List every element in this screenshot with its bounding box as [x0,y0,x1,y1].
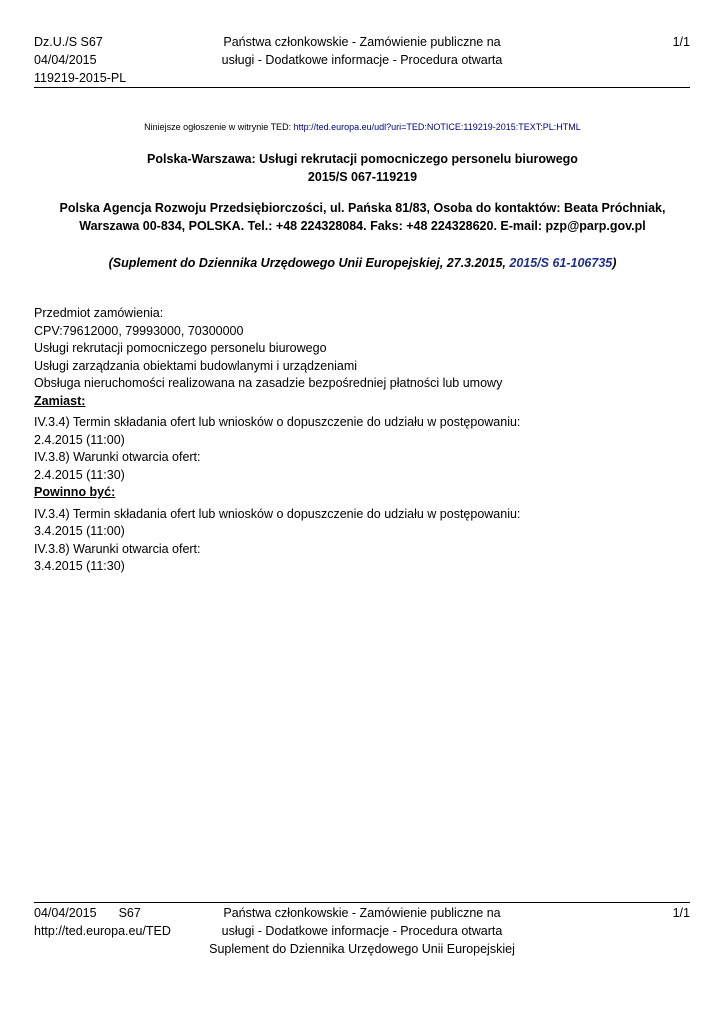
subject-label: Przedmiot zamówienia: [34,306,164,320]
service-item: Usługi zarządzania obiektami budowlanymi i urządzeniami [34,358,358,373]
header-journal-ref: Dz.U./S S67 [34,35,103,49]
should-deadline-value: 3.4.2015 (11:00) [34,524,125,538]
footer-center-line2: usługi - Dodatkowe informacje - Procedura otwarta [221,924,503,938]
footer-url: http://ted.europa.eu/TED [34,924,171,938]
should-opening-value: 3.4.2015 (11:30) [34,559,125,573]
supplement-link[interactable]: 2015/S 61-106735 [509,256,613,270]
footer-center-line1: Państwa członkowskie - Zamówienie publiczne na [223,906,501,920]
instead-heading: Zamiast: [34,393,86,408]
header-center-line2: usługi - Dodatkowe informacje - Procedura otwarta [221,53,503,67]
header-page-number: 1/1 [672,35,690,49]
service-item: Obsługa nieruchomości realizowana na zasadzie bezpośredniej płatności lub umowy [34,376,503,390]
notice-title-line1: Polska-Warszawa: Usługi rekrutacji pomocniczego personelu biurowego [147,152,578,166]
page-header [34,33,690,88]
contracting-authority [0,199,725,235]
instead-opening-value: 2.4.2015 (11:30) [34,467,125,482]
instead-deadline-label: IV.3.4) Termin składania ofert lub wniosków o dopuszczenie do udziału w postępowaniu: [34,415,521,429]
notice-body [34,305,690,576]
header-center [34,33,690,69]
supplement-suffix: ) [612,256,617,270]
header-center-line1: Państwa członkowskie - Zamówienie publiczne na [223,35,501,49]
should-opening-label: IV.3.8) Warunki otwarcia ofert: [34,541,201,556]
should-be-heading: Powinno być: [34,485,116,499]
header-date: 04/04/2015 [34,53,97,67]
footer-center-line3: Suplement do Dziennika Urzędowego Unii Europejskiej [209,942,515,956]
footer-date: 04/04/2015 [34,906,97,920]
ted-notice-prefix: Niniejsze ogłoszenie w witrynie TED: [144,122,294,132]
header-notice-number: 119219-2015-PL [34,71,127,85]
ted-notice-line [0,122,725,132]
footer-page-number: 1/1 [672,906,690,920]
supplement-reference [0,254,725,272]
footer-center [34,904,690,958]
ted-notice-link[interactable]: http://ted.europa.eu/udl?uri=TED:NOTICE:119219-2015:TEXT:PL:HTML [293,122,581,132]
instead-opening-label: IV.3.8) Warunki otwarcia ofert: [34,450,201,464]
should-deadline-label: IV.3.4) Termin składania ofert lub wniosków o dopuszczenie do udziału w postępowaniu: [34,506,521,521]
page-footer [34,902,690,956]
service-item: Usługi rekrutacji pomocniczego personelu biurowego [34,341,327,355]
notice-title-line2: 2015/S 067-119219 [307,170,418,184]
contracting-authority-line2: Warszawa 00-834, POLSKA. Tel.: +48 224328084. Faks: +48 224328620. E-mail: pzp@parp.gov.pl [79,219,646,233]
cpv-codes: CPV:79612000, 79993000, 70300000 [34,323,244,338]
footer-series: S67 [118,906,141,920]
notice-title [0,150,725,186]
contracting-authority-line1: Polska Agencja Rozwoju Przedsiębiorczości, ul. Pańska 81/83, Osoba do kontaktów: Beata Próchniak, [59,201,666,215]
supplement-prefix: (Suplement do Dziennika Urzędowego Unii Europejskiej, 27.3.2015, [108,256,510,270]
instead-deadline-value: 2.4.2015 (11:00) [34,432,125,447]
